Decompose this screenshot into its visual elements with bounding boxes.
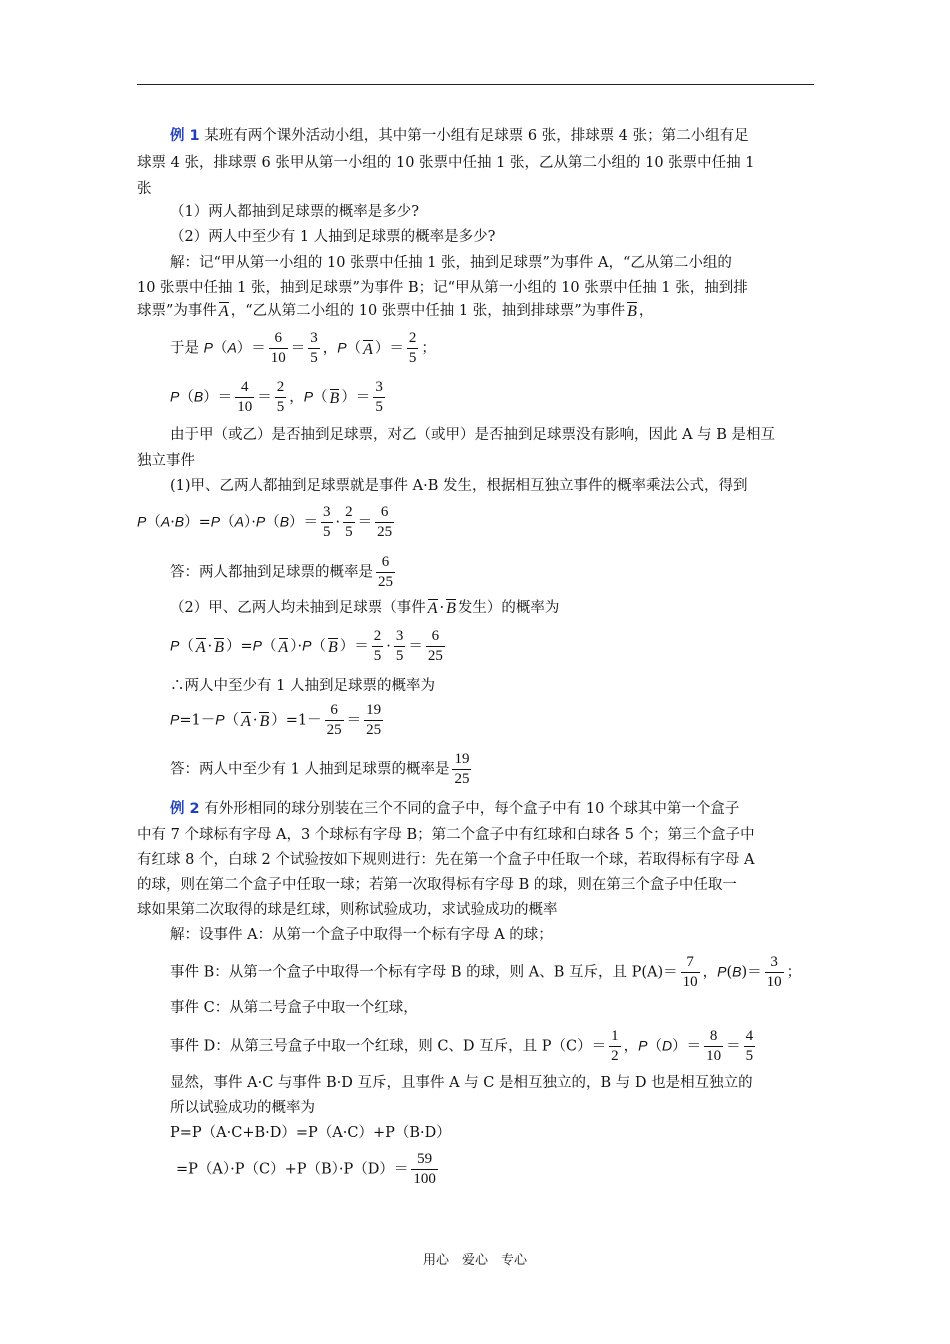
example1-independence-line1: 由于甲（或乙）是否抽到足球票，对乙（或甲）是否抽到足球票没有影响，因此 A 与 B 是相互 — [170, 427, 776, 443]
example2-label: 例 2 — [170, 801, 200, 817]
example1-part1-formula: P（A·B）=P（A）·P（B）＝ $\frac{3}{5}$ · $\frac{2}{5}$ ＝ $\frac{6}{25}$ — [137, 504, 393, 540]
example2-so: 所以试验成功的概率为 — [170, 1100, 315, 1116]
example2-obvious: 显然，事件 A·C 与事件 B·D 互斥，且事件 A 与 C 是相互独立的，B 与 D 也是相互独立的 — [170, 1075, 753, 1091]
example1-part2-formula: P（ A · B ）=P（ A ）·P（ B ）＝ $\frac{2}{5}$ · $\frac{3}{5}$ ＝ $\frac{6}{25}$ — [170, 628, 443, 664]
example2-problem-line5: 球如果第二次取得的球是红球，则称试验成功，求试验成功的概率 — [137, 902, 558, 918]
example1-independence-line2: 独立事件 — [137, 453, 195, 469]
example1-solution-line2: 10 张票中任抽 1 张，抽到足球票”为事件 B；记“甲从第一小组的 10 张票中任抽 1 张，抽到排 — [137, 280, 748, 296]
example1-question1: （1）两人都抽到足球票的概率是多少? — [170, 204, 419, 220]
example1-part2-text: （2）甲、乙两人均未抽到足球票（事件 A · B 发生）的概率为 — [170, 600, 560, 617]
example2-formula1: P=P（A·C+B·D）=P（A·C）+P（B·D） — [170, 1125, 451, 1141]
example1-answer2: 答：两人中至少有 1 人抽到足球票的概率是 $\frac{19}{25}$ — [170, 751, 470, 787]
example2-solution-event-c: 事件 C：从第二号盒子中取一个红球， — [170, 1000, 418, 1016]
example2-solution-event-d: 事件 D：从第三号盒子中取一个红球，则 C、D 互斥，且 P（C）＝ $\frac{1}{2}$ ，P（D）＝ $\frac{8}{10}$ ＝ $\frac{4}{5}$ — [170, 1028, 754, 1064]
example1-problem-line3: 张 — [137, 181, 152, 197]
page-footer: 用心 爱心 专心 — [422, 1253, 527, 1268]
example1-prob-b: P（B）＝ $\frac{4}{10}$ ＝ $\frac{2}{5}$ ，P（ B ）＝ $\frac{3}{5}$ — [170, 379, 383, 415]
example1-solution-line1: 解：记“甲从第一小组的 10 张票中任抽 1 张，抽到足球票”为事件 A，“乙从第二小组的 — [170, 255, 732, 271]
example1-problem-line1: 例 1 某班有两个课外活动小组，其中第一小组有足球票 6 张，排球票 4 张；第二小组有足 — [170, 128, 749, 144]
example1-prob-a: 于是 P（A）＝ $\frac{6}{10}$ ＝ $\frac{3}{5}$ ，P（ A ）＝ $\frac{2}{5}$ ； — [170, 330, 436, 366]
example1-complement-formula: P=1－P（ A · B ）=1－ $\frac{6}{25}$ ＝ $\frac{19}{25}$ — [170, 702, 382, 738]
example1-therefore: ∴两人中至少有 1 人抽到足球票的概率为 — [170, 678, 435, 694]
example2-solution-event-b: 事件 B：从第一个盒子中取得一个标有字母 B 的球，则 A、B 互斥，且 P(A)＝ $\frac{7}{10}$ ，P(B)＝ $\frac{3}{10}$ ； — [170, 954, 802, 990]
example1-solution-line3: 球票”为事件 A ，“乙从第二小组的 10 张票中任抽 1 张，抽到排球票”为事件 B ， — [137, 303, 654, 320]
example1-question2: （2）两人中至少有 1 人抽到足球票的概率是多少? — [170, 229, 496, 245]
example1-answer1: 答：两人都抽到足球票的概率是 $\frac{6}{25}$ — [170, 554, 393, 590]
example2-solution-event-a: 解：设事件 A：从第一个盒子中取得一个标有字母 A 的球； — [170, 927, 553, 943]
example2-problem-line1: 例 2 有外形相同的球分别装在三个不同的盒子中，每个盒子中有 10 个球其中第一个盒子 — [170, 801, 740, 817]
example1-part1-text: (1)甲、乙两人都抽到足球票就是事件 A·B 发生，根据相互独立事件的概率乘法公式，得到 — [170, 478, 748, 494]
example2-problem-line4: 的球，则在第二个盒子中任取一球；若第一次取得标有字母 B 的球，则在第三个盒子中任取一 — [137, 877, 737, 893]
example2-formula2: =P（A）·P（C）+P（B）·P（D）＝ $\frac{59}{100}$ — [176, 1151, 436, 1187]
example2-problem-line3: 有红球 8 个，白球 2 个试验按如下规则进行：先在第一个盒子中任取一个球，若取得标有字母 A — [137, 852, 755, 868]
example2-problem-line2: 中有 7 个球标有字母 A，3 个球标有字母 B；第二个盒子中有红球和白球各 5 个；第三个盒子中 — [137, 827, 755, 843]
example1-label: 例 1 — [170, 128, 200, 144]
example1-problem-line2: 球票 4 张，排球票 6 张甲从第一小组的 10 张票中任抽 1 张，乙从第二小组的 10 张票中任抽 1 — [137, 155, 755, 171]
header-rule — [137, 84, 814, 85]
